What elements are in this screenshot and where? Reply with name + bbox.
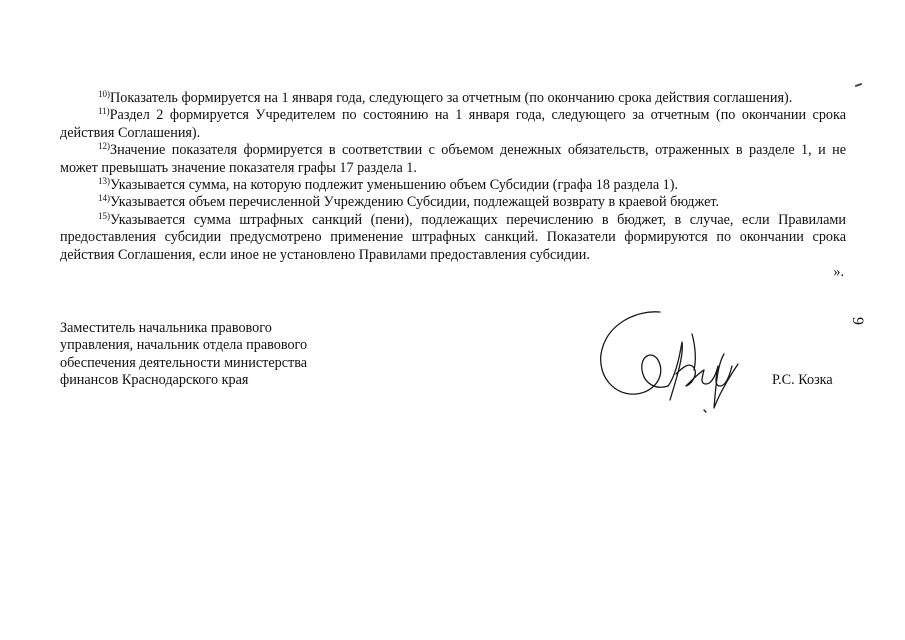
- footnote: [60, 177, 846, 194]
- footnote-marker: 15): [98, 210, 110, 221]
- footnote: [60, 142, 846, 177]
- footnote-text: Указывается объем перечисленной Учреждению Субсидии, подлежащей возврату в краевой бюджет.: [110, 194, 720, 211]
- footnotes-section: [60, 90, 846, 281]
- page-number: 9: [849, 317, 866, 325]
- footnote-marker: 14): [98, 193, 110, 204]
- signature-stroke: [676, 365, 704, 386]
- footnote-text: Указывается сумма штрафных санкций (пени), подлежащих перечислению в бюджет, в случае, если Правилами предоставления субсидии предусмотрено применение штрафных санкций. Показатели формируются по окончании срока действия Соглашения, если иное не установлено Правилами предоставления субсидии.: [60, 211, 846, 263]
- footnote-marker: 11): [98, 106, 110, 117]
- footnote: [60, 90, 846, 107]
- signature-stroke: [668, 342, 682, 400]
- signatory-position-line: финансов Краснодарского края: [60, 372, 249, 389]
- signatory-position: [60, 320, 350, 390]
- footnote-marker: 13): [98, 176, 110, 187]
- signatory-position-line: управления, начальник отдела правового: [60, 337, 308, 354]
- signatory-position-line: обеспечения деятельности министерства: [60, 354, 308, 371]
- signature-stroke: [692, 334, 695, 370]
- scan-mark: [855, 83, 862, 87]
- footnote: [60, 194, 846, 211]
- footnote-text: Показатель формируется на 1 января года, следующего за отчетным (по окончанию срока действия соглашения).: [110, 90, 793, 106]
- closing-quote: ».: [833, 264, 844, 281]
- handwritten-signature: [596, 304, 766, 416]
- footnote: [60, 107, 846, 142]
- footnote-marker: 10): [98, 89, 110, 99]
- footnote-marker: 12): [98, 141, 110, 152]
- signatory-name: Р.С. Козка: [772, 372, 833, 388]
- signatory-position-line: Заместитель начальника правового: [60, 320, 272, 336]
- footnote-text: Значение показателя формируется в соответствии с объемом денежных обязательств, отраженных в разделе 1, и не может превышать значение показателя графы 17 раздела 1.: [60, 142, 846, 176]
- footnote: [60, 212, 846, 264]
- signature-loop: [601, 312, 668, 394]
- signature-dot: [704, 410, 706, 412]
- footnote-text: Раздел 2 формируется Учредителем по состоянию на 1 января года, следующего за отчетным (по окончании срока действия Соглашения).: [60, 107, 846, 141]
- footnote-text: Указывается сумма, на которую подлежит уменьшению объем Субсидии (графа 18 раздела 1).: [110, 177, 679, 194]
